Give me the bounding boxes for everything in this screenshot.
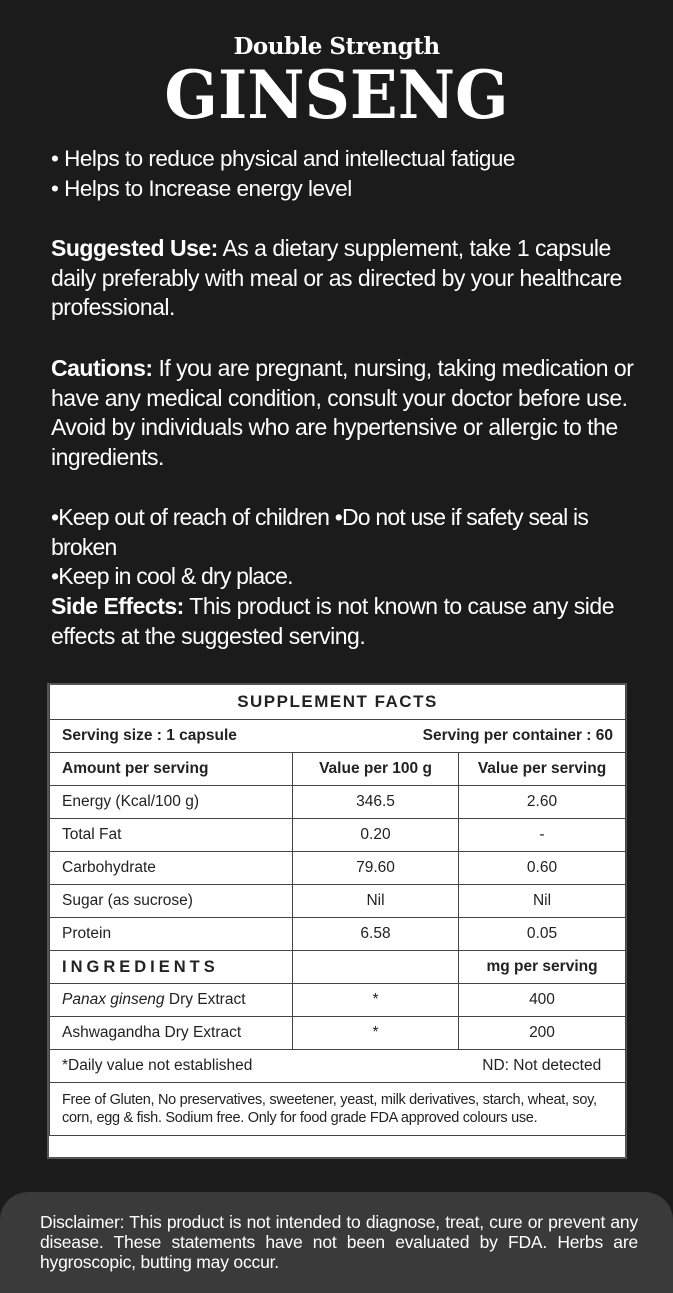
table-row: [50, 819, 626, 852]
column-header: Amount per serving: [50, 753, 293, 786]
warning-item: •Keep out of reach of children •Do not use if safety seal is broken: [51, 504, 589, 560]
table-row: [50, 1017, 626, 1050]
ingredient-value: 200: [459, 1017, 626, 1050]
cautions-text: If you are pregnant, nursing, taking medication or have any medical condition, consult your doctor before use. Avoid by individuals who are hypertensive or allergic to the ingredients.: [51, 355, 634, 470]
facts-title: SUPPLEMENT FACTS: [50, 685, 626, 720]
value-per-serving: 0.60: [459, 852, 626, 885]
ingredient-name-rest: Ashwagandha Dry Extract: [62, 1024, 242, 1041]
cautions: [51, 354, 641, 472]
ingredient-per-100g: *: [293, 1017, 459, 1050]
benefit-item: • Helps to reduce physical and intellectual fatigue: [51, 146, 515, 171]
warnings-list: [51, 503, 641, 592]
ingredients-header-row: [50, 951, 626, 984]
empty-cell: [293, 951, 459, 984]
table-row: [50, 885, 626, 918]
ingredient-value: 400: [459, 984, 626, 1017]
table-row: [50, 918, 626, 951]
value-per-serving: -: [459, 819, 626, 852]
value-per-serving: Nil: [459, 885, 626, 918]
disclaimer-text: Disclaimer: This product is not intended to diagnose, treat, cure or prevent any disease. These statements have not been evaluated by FDA. Herbs are hygroscopic, butting may occur.: [40, 1212, 638, 1272]
benefits-list: [51, 144, 641, 203]
value-per-100g: 79.60: [293, 852, 459, 885]
value-per-100g: 6.58: [293, 918, 459, 951]
suggested-use-text: As a dietary supplement, take 1 capsule daily preferably with meal or as directed by your healthcare professional.: [51, 235, 622, 320]
servings-per-container: Serving per container : 60: [422, 727, 614, 744]
disclaimer-panel: [0, 1192, 673, 1293]
table-row: [50, 786, 626, 819]
suggested-use-label: Suggested Use:: [51, 235, 218, 261]
column-header: Value per 100 g: [293, 753, 459, 786]
ingredient-name: [50, 984, 293, 1017]
serving-row: [50, 720, 626, 753]
product-header: [0, 32, 673, 134]
table-row: [50, 984, 626, 1017]
product-subtitle: Double Strength: [233, 33, 440, 60]
value-per-100g: Nil: [293, 885, 459, 918]
value-per-serving: 2.60: [459, 786, 626, 819]
nutrient-name: Energy (Kcal/100 g): [50, 786, 293, 819]
value-per-serving: 0.05: [459, 918, 626, 951]
supplement-facts-table: [49, 685, 626, 1136]
suggested-use: [51, 234, 641, 323]
ingredient-name: [50, 1017, 293, 1050]
warning-item: •Keep in cool & dry place.: [51, 563, 293, 589]
column-header: Value per serving: [459, 753, 626, 786]
supplement-facts-panel: [47, 683, 627, 1159]
product-title: GINSENG: [164, 56, 509, 134]
ingredient-per-100g: *: [293, 984, 459, 1017]
value-per-100g: 346.5: [293, 786, 459, 819]
side-effects-text: This product is not known to cause any side effects at the suggested serving.: [51, 593, 614, 649]
cautions-label: Cautions:: [51, 355, 153, 381]
free-of-statement: Free of Gluten, No preservatives, sweetener, yeast, milk derivatives, starch, wheat, soy, corn, egg & fish. Sodium free. Only for food grade FDA approved colours use.: [50, 1083, 626, 1136]
ingredients-header: INGREDIENTS: [50, 951, 293, 984]
nutrient-name: Sugar (as sucrose): [50, 885, 293, 918]
value-per-100g: 0.20: [293, 819, 459, 852]
side-effects-label: Side Effects:: [51, 593, 184, 619]
serving-size: Serving size : 1 capsule: [62, 727, 237, 744]
benefit-item: • Helps to Increase energy level: [51, 175, 352, 201]
nutrient-name: Total Fat: [50, 819, 293, 852]
table-header-row: [50, 753, 626, 786]
ingredient-name-rest: Dry Extract: [164, 991, 246, 1008]
table-row: [50, 852, 626, 885]
nutrient-name: Carbohydrate: [50, 852, 293, 885]
ingredient-name-italic: Panax ginseng: [62, 991, 165, 1008]
nutrient-name: Protein: [50, 918, 293, 951]
side-effects: [51, 592, 641, 651]
footnote-row: [50, 1050, 626, 1083]
footnote-daily-value: *Daily value not established: [50, 1050, 459, 1083]
ingredients-unit: mg per serving: [459, 951, 626, 984]
footnote-nd: ND: Not detected: [459, 1050, 626, 1083]
